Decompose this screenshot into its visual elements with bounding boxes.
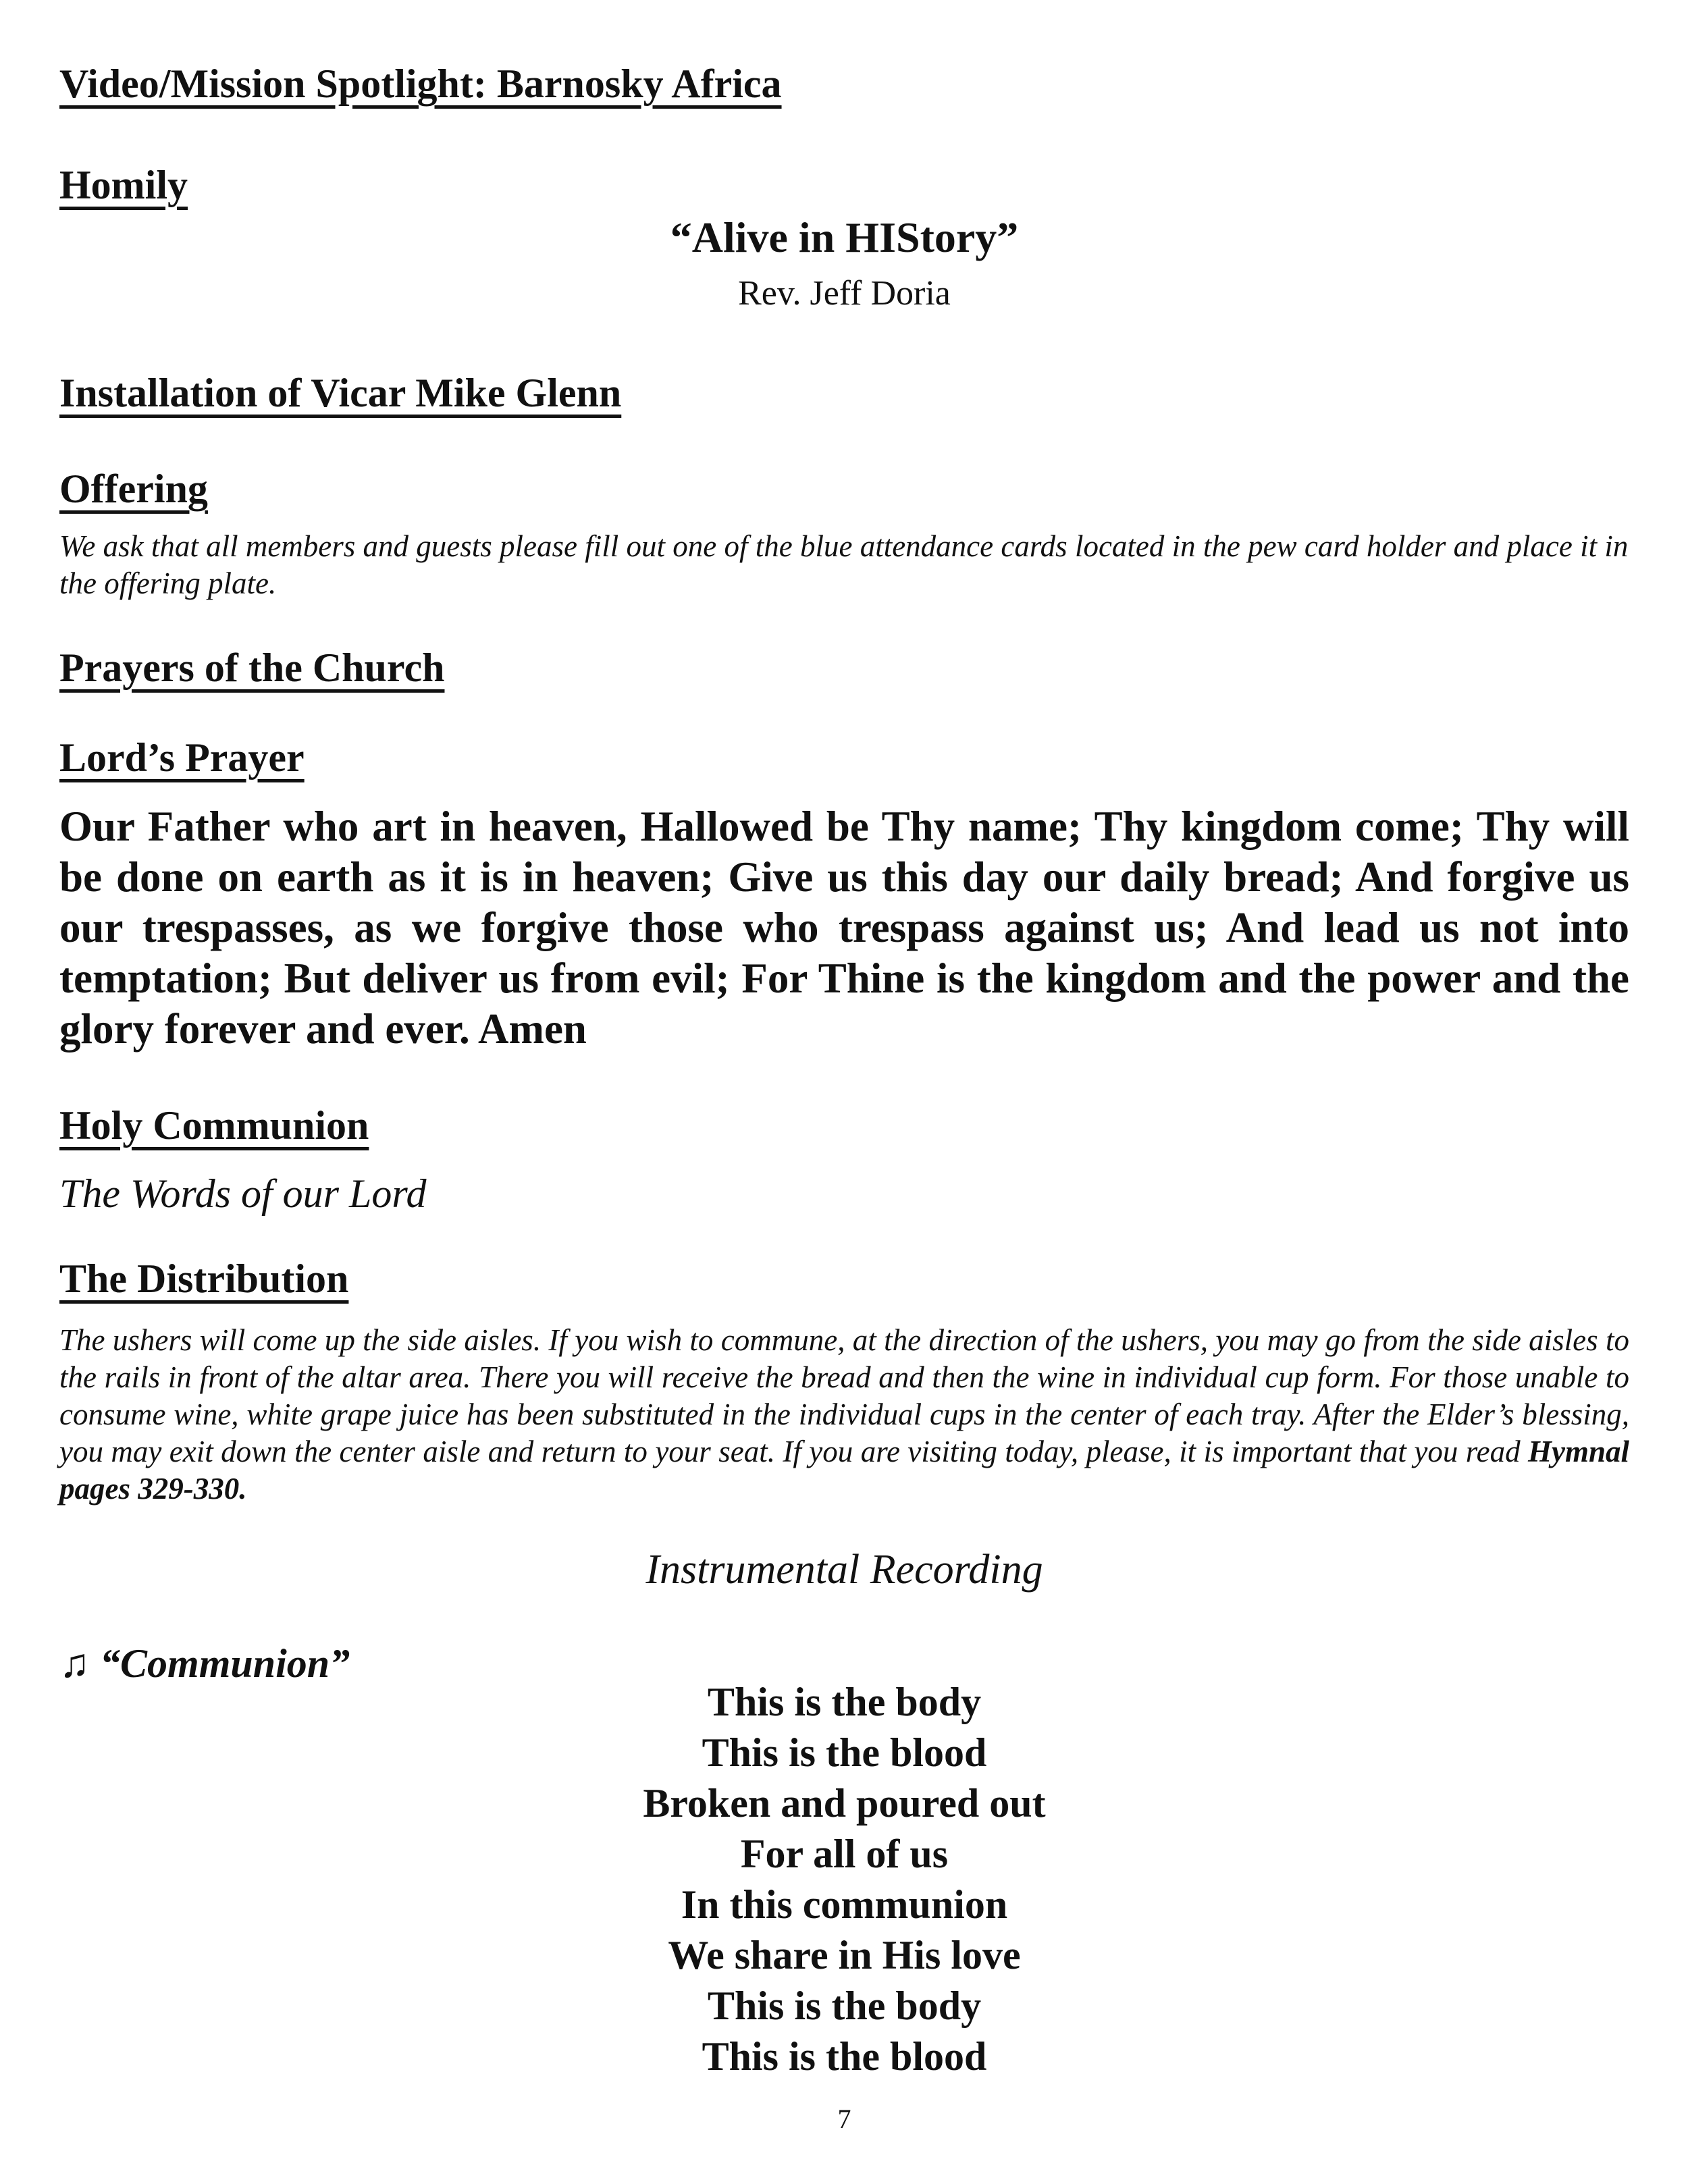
lyric-line: For all of us (740, 1832, 949, 1876)
hymnal-pages-reference: Hymnal pages 329-330. (59, 1435, 1629, 1506)
offering-note: We ask that all members and guests please fill out one of the blue attendance cards located in the pew card holder and place it in the offering plate. (59, 529, 1629, 600)
installation-heading: Installation of Vicar Mike Glenn (59, 371, 622, 415)
song-title: “Communion” (100, 1641, 350, 1686)
homily-heading: Homily (59, 163, 188, 207)
distribution-heading: The Distribution (59, 1256, 349, 1301)
words-of-our-lord: The Words of our Lord (59, 1171, 427, 1216)
lyric-line: This is the body (707, 1983, 982, 2028)
distribution-note-text: The ushers will come up the side aisles. If you wish to commune, at the direction of the ushers, you may go from the side aisles to the rails in front of the altar area. There you will receive the bread and then the wine in individual cup form. For those unable to consume wine, white grape juice has been substituted in the individual cups in the center of each tray. After the Elder’s blessing, you may exit down the center aisle and return to your seat. If you are visiting today, please, it is important that you read (59, 1323, 1629, 1468)
distribution-note (59, 1322, 1629, 1508)
music-note-icon: ♫ (59, 1641, 90, 1686)
page-number: 7 (837, 2104, 851, 2134)
holy-communion-heading: Holy Communion (59, 1103, 369, 1148)
homily-speaker: Rev. Jeff Doria (738, 274, 951, 313)
lyric-line: This is the blood (702, 2034, 987, 2079)
lords-prayer-text: Our Father who art in heaven, Hallowed be Thy name; Thy kingdom come; Thy will be done on earth as it is in heaven; Give us this day our daily bread; And forgive us our trespasses, as we forgive those who trespass against us; And lead us not into temptation; But deliver us from evil; For Thine is the kingdom and the power and the glory forever and ever. Amen (59, 803, 1629, 1053)
song-lyrics (59, 1677, 1629, 2082)
lyric-line: In this communion (681, 1882, 1008, 1927)
instrumental-recording-label: Instrumental Recording (645, 1547, 1043, 1593)
lyric-line: We share in His love (668, 1933, 1021, 1977)
lyric-line: This is the blood (702, 1730, 987, 1775)
offering-heading: Offering (59, 467, 208, 511)
prayers-heading: Prayers of the Church (59, 645, 445, 690)
bulletin-page (59, 0, 1629, 2184)
video-spotlight-heading: Video/Mission Spotlight: Barnosky Africa (59, 61, 782, 106)
lyric-line: Broken and poured out (643, 1781, 1046, 1826)
homily-title: “Alive in HIStory” (670, 213, 1019, 261)
lyric-line: This is the body (707, 1680, 982, 1724)
lords-prayer-heading: Lord’s Prayer (59, 735, 305, 780)
